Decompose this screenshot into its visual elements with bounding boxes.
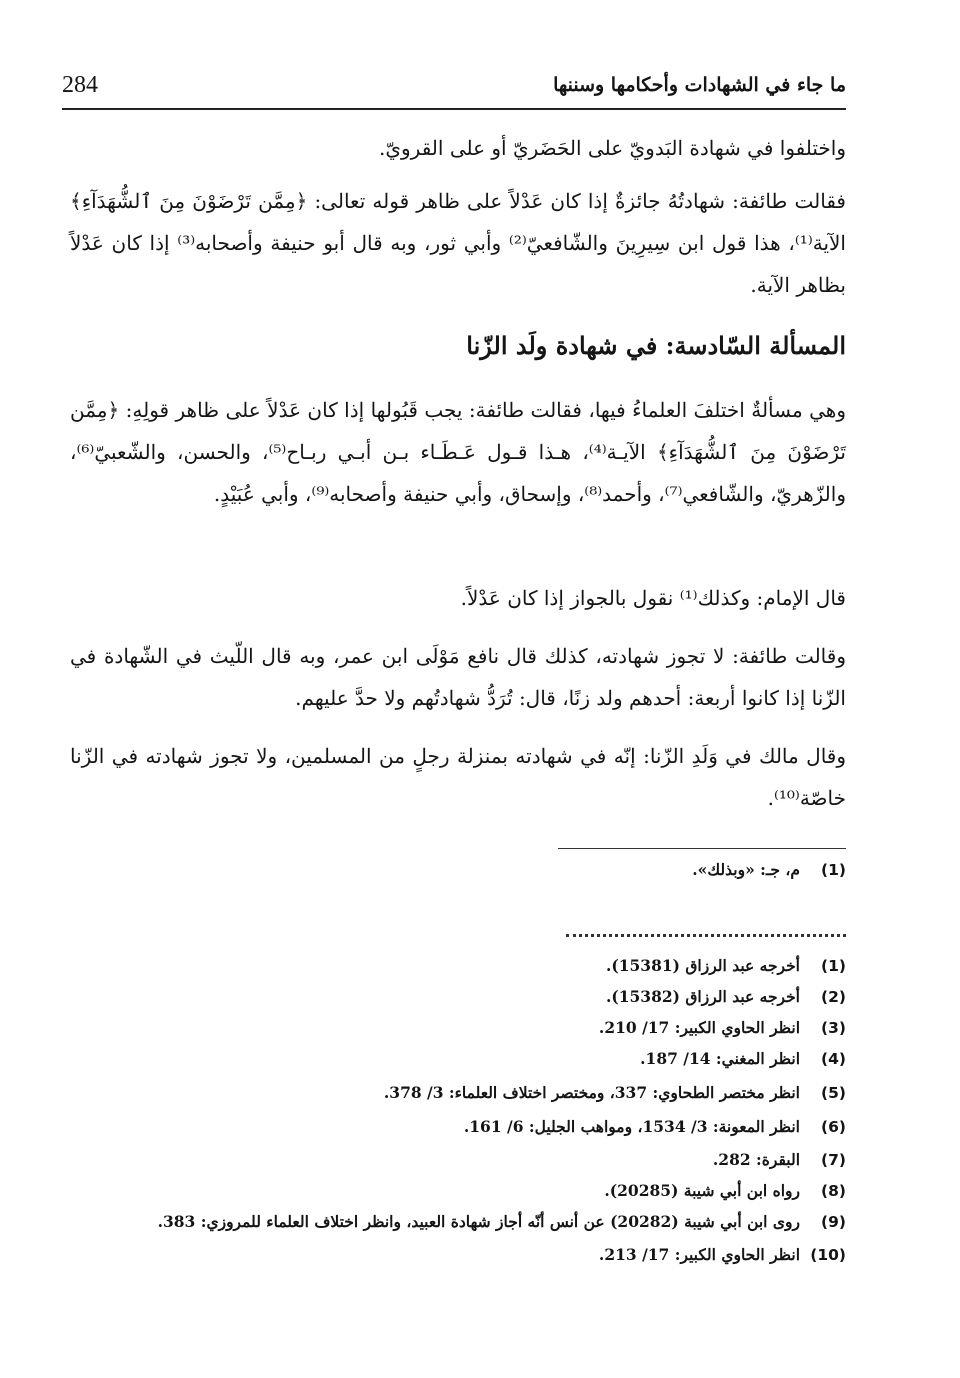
footnote-number: (5) <box>821 1084 846 1102</box>
footnote-number: (8) <box>821 1182 846 1200</box>
footnote-item <box>464 1117 846 1136</box>
header-title: ما جاء في الشهادات وأحكامها وسننها <box>553 74 846 96</box>
footnote-text: أخرجه عبد الرزاق (15381). <box>606 956 800 975</box>
footnote-number: (6) <box>821 1118 846 1136</box>
dotted-divider <box>566 934 846 937</box>
footnote-item <box>713 1150 846 1169</box>
paragraph-1: واختلفوا في شهادة البَدويّ على الحَضَريّ أو على القرويّ. <box>378 136 846 160</box>
footnote-text: انظر المعونة: 3/ 1534، ومواهب الجليل: 6/ 161. <box>463 1117 800 1136</box>
footnote-text: روى ابن أبي شيبة (20282) عن أنس أنّه أجاز شهادة العبيد، وانظر اختلاف العلماء للمروزي: 383. <box>157 1212 800 1231</box>
footnote-item <box>606 956 846 975</box>
footnote-divider <box>558 848 846 849</box>
footnote-text: انظر مختصر الطحاوي: 337، ومختصر اختلاف العلماء: 3/ 378. <box>383 1083 800 1102</box>
editor-note-text: م، جـ: «وبذلك». <box>692 860 800 879</box>
footnote-text: رواه ابن أبي شيبة (20285). <box>604 1181 800 1200</box>
footnote-number: (10) <box>810 1246 846 1264</box>
paragraph-4: قال الإمام: وكذلك⁽¹⁾ نقول بالجواز إذا كان عَدْلاً. <box>460 586 846 610</box>
editor-note <box>692 860 846 879</box>
editor-note-number: (1) <box>821 861 846 879</box>
paragraph-3: وهي مسألةٌ اختلفَ العلماءُ فيها، فقالت طائفة: يجب قَبُولها إذا كان عَدْلاً على ظاهر قولِهِ: ﴿مِمَّن تَرْضَوْنَ مِنَ ٱلشُّهَدَآءِ﴾ الآيـة⁽⁴⁾، هـذا قـول عَـطَـاء بـن أبـي ربـاح⁽⁵⁾، والحسن، والشّعبيّ⁽⁶⁾، والزّهريّ، والشّافعي⁽⁷⁾، وأحمد⁽⁸⁾، وإسحاق، وأبي حنيفة وأصحابه⁽⁹⁾، وأبي عُبَيْدٍ. <box>70 398 847 506</box>
footnote-item <box>599 1245 846 1264</box>
footnote-number: (2) <box>821 988 846 1006</box>
paragraph-5: وقالت طائفة: لا تجوز شهادته، كذلك قال نافع مَوْلَى ابن عمر، وبه قال اللّيث في الشّهادة في الزّنا إذا كانوا أربعة: أحدهم ولد زنًا، قال: تُرَدُّ شهادتُهم ولا حدَّ عليهم. <box>70 644 846 710</box>
footnote-text: انظر الحاوي الكبير: 17/ 213. <box>598 1245 800 1264</box>
footnote-item <box>158 1212 846 1231</box>
footnote-text: انظر المغني: 14/ 187. <box>640 1049 800 1068</box>
footnote-item <box>599 1018 846 1037</box>
page-number: 284 <box>62 72 98 98</box>
footnote-number: (9) <box>821 1213 846 1231</box>
footnote-text: انظر الحاوي الكبير: 17/ 210. <box>598 1018 800 1037</box>
footnote-text: أخرجه عبد الرزاق (15382). <box>606 987 800 1006</box>
footnote-item <box>604 1181 846 1200</box>
running-header <box>62 66 846 106</box>
footnote-number: (7) <box>821 1151 846 1169</box>
footnote-item <box>640 1049 846 1068</box>
footnote-text: البقرة: 282. <box>712 1150 800 1169</box>
section-heading: المسألة السّادسة: في شهادة ولَد الزّنا <box>466 331 846 360</box>
footnote-item <box>606 987 846 1006</box>
footnote-number: (4) <box>821 1050 846 1068</box>
paragraph-2: فقالت طائفة: شهادتُهُ جائزةٌ إذا كان عَدْلاً على ظاهر قوله تعالى: ﴿مِمَّن تَرْضَوْنَ مِنَ ٱلشُّهَدَآءِ﴾ الآية⁽¹⁾، هذا قول ابن سِيرِينَ والشّافعيّ⁽²⁾ وأبي ثور، وبه قال أبو حنيفة وأصحابه⁽³⁾ إذا كان عَدْلاً بظاهر الآية. <box>70 189 846 297</box>
footnote-number: (1) <box>821 957 846 975</box>
header-divider <box>62 108 846 110</box>
footnote-item <box>384 1083 846 1102</box>
footnote-number: (3) <box>821 1019 846 1037</box>
paragraph-6: وقال مالك في وَلَدِ الزّنا: إنّه في شهادته بمنزلة رجلٍ من المسلمين، ولا تجوز شهادته في الزّنا خاصّة⁽¹⁰⁾. <box>70 744 846 810</box>
